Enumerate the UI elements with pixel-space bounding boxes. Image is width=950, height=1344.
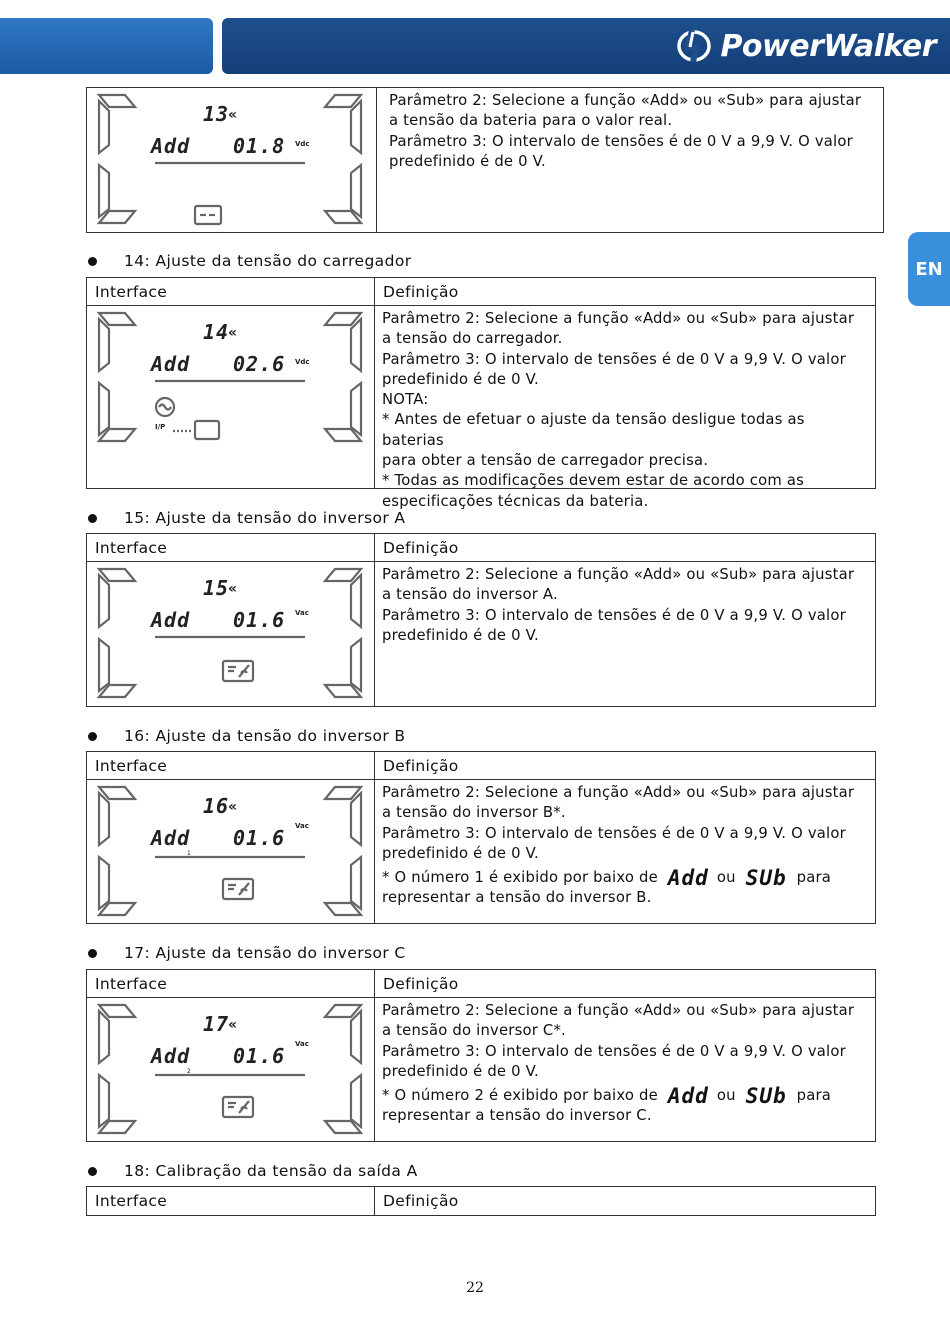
text-line: representar a tensão do inversor B. bbox=[382, 889, 652, 907]
text-line: Parâmetro 3: O intervalo de tensões é de 0 V a 9,9 V. O valor bbox=[382, 350, 846, 368]
definition-cell bbox=[375, 562, 875, 706]
table-header bbox=[87, 970, 875, 998]
bullet-icon bbox=[88, 257, 97, 266]
lcd-value: 02.6 bbox=[233, 352, 286, 376]
table-13-continuation bbox=[86, 87, 884, 233]
lcd-display-14 bbox=[95, 309, 365, 449]
text-line: * Todas as modificações devem estar de acordo com as bbox=[382, 472, 805, 490]
interface-cell bbox=[87, 998, 375, 1141]
lcd-value: 01.6 bbox=[233, 826, 286, 850]
definition-cell bbox=[375, 998, 875, 1141]
text-line: predefinido é de 0 V. bbox=[382, 626, 539, 644]
text-line: a tensão do inversor C*. bbox=[382, 1022, 566, 1040]
lcd-display-15 bbox=[95, 565, 365, 703]
text-line: Parâmetro 3: O intervalo de tensões é de 0 V a 9,9 V. O valor bbox=[382, 1042, 846, 1060]
svg-text:«: « bbox=[228, 799, 238, 815]
text-line: a tensão da bateria para o valor real. bbox=[389, 112, 673, 130]
header-band-right bbox=[222, 18, 950, 74]
lcd-panel bbox=[95, 565, 365, 703]
section-title-17: 17: Ajuste da tensão do inversor C bbox=[88, 944, 406, 962]
svg-text:«: « bbox=[228, 581, 238, 597]
table-header bbox=[87, 534, 875, 562]
table-18 bbox=[86, 1186, 876, 1216]
lcd-sub-glyph: SUb bbox=[745, 1084, 787, 1109]
text-line: Parâmetro 3: O intervalo de tensões é de 0 V a 9,9 V. O valor bbox=[389, 132, 853, 150]
brand-logo bbox=[674, 26, 936, 66]
language-tab-en[interactable]: EN bbox=[908, 232, 950, 306]
col-interface-header: Interface bbox=[87, 752, 375, 779]
lcd-unit: Vdc bbox=[295, 358, 310, 366]
text-line: Parâmetro 2: Selecione a função «Add» ou «Sub» para ajustar bbox=[382, 566, 855, 583]
table-14 bbox=[86, 277, 876, 510]
lcd-display-17 bbox=[95, 1001, 365, 1139]
col-definition-header: Definição bbox=[383, 283, 459, 301]
section-title-18: 18: Calibração da tensão da saída A bbox=[88, 1162, 418, 1180]
definition-cell bbox=[375, 306, 875, 510]
svg-text:«: « bbox=[228, 107, 238, 123]
text-line: * Antes de efetuar o ajuste da tensão desligue todas as baterias bbox=[382, 411, 805, 449]
lcd-unit: Vac bbox=[295, 1040, 309, 1048]
power-logo-icon bbox=[674, 28, 714, 64]
note-line: * O número 1 é exibido por baixo de Add ou SUb para bbox=[382, 866, 832, 891]
text-line: a tensão do inversor B*. bbox=[382, 804, 566, 822]
text-line: NOTA: bbox=[382, 391, 429, 409]
lcd-code: 14 bbox=[203, 320, 230, 344]
text-line: Parâmetro 2: Selecione a função «Add» ou «Sub» para ajustar bbox=[389, 92, 862, 109]
table-header bbox=[87, 752, 875, 780]
text-line: Parâmetro 2: Selecione a função «Add» ou «Sub» para ajustar bbox=[382, 310, 855, 327]
lcd-value: 01.8 bbox=[233, 134, 286, 158]
text-line: predefinido é de 0 V. bbox=[382, 1062, 539, 1080]
text-line: para obter a tensão de carregador precisa. bbox=[382, 452, 709, 470]
col-definition-header: Definição bbox=[383, 757, 459, 775]
lcd-panel bbox=[95, 783, 365, 921]
col-definition-header: Definição bbox=[383, 975, 459, 993]
lcd-add-glyph: Add bbox=[667, 866, 709, 891]
col-interface-header: Interface bbox=[87, 1187, 375, 1215]
svg-text:«: « bbox=[228, 325, 238, 341]
bullet-icon bbox=[88, 732, 97, 741]
col-interface-header: Interface bbox=[87, 278, 375, 305]
table-header bbox=[87, 1187, 875, 1215]
definition-cell bbox=[375, 780, 875, 923]
lcd-value: 01.6 bbox=[233, 608, 286, 632]
section-title-15: 15: Ajuste da tensão do inversor A bbox=[88, 509, 405, 527]
lcd-mode: Add bbox=[151, 134, 191, 158]
lcd-display-13 bbox=[95, 91, 365, 229]
lcd-mode: Add bbox=[151, 352, 191, 376]
lcd-code: 16 bbox=[203, 794, 230, 818]
lcd-mode: Add bbox=[151, 1044, 191, 1068]
col-interface-header: Interface bbox=[87, 970, 375, 997]
lcd-sub-number: 2 bbox=[187, 1068, 191, 1075]
text-line: a tensão do inversor A. bbox=[382, 586, 558, 604]
text-line: a tensão do carregador. bbox=[382, 330, 563, 348]
lcd-code: 15 bbox=[203, 576, 230, 600]
definition-cell bbox=[377, 88, 883, 232]
text-line: especificações técnicas da bateria. bbox=[382, 492, 649, 510]
section-title-16: 16: Ajuste da tensão do inversor B bbox=[88, 727, 405, 745]
lcd-panel bbox=[95, 309, 365, 449]
bullet-icon bbox=[88, 514, 97, 523]
brand-name: PowerWalker bbox=[720, 28, 936, 64]
col-interface-header: Interface bbox=[87, 534, 375, 561]
lcd-add-glyph: Add bbox=[667, 1084, 709, 1109]
lcd-unit: Vac bbox=[295, 822, 309, 830]
table-15 bbox=[86, 533, 876, 707]
interface-cell bbox=[87, 88, 377, 232]
lcd-mode: Add bbox=[151, 608, 191, 632]
lcd-ip-label: I/P bbox=[155, 423, 166, 431]
text-line: predefinido é de 0 V. bbox=[382, 370, 539, 388]
table-17 bbox=[86, 969, 876, 1142]
bullet-icon bbox=[88, 1167, 97, 1176]
note-line: * O número 2 é exibido por baixo de Add ou SUb para bbox=[382, 1084, 832, 1109]
header-band-left bbox=[0, 18, 213, 74]
lcd-sub-number: 1 bbox=[187, 850, 191, 857]
lcd-mode: Add bbox=[151, 826, 191, 850]
col-definition-header: Definição bbox=[383, 539, 459, 557]
lcd-panel bbox=[95, 1001, 365, 1139]
text-line: Parâmetro 3: O intervalo de tensões é de 0 V a 9,9 V. O valor bbox=[382, 824, 846, 842]
text-line: Parâmetro 3: O intervalo de tensões é de 0 V a 9,9 V. O valor bbox=[382, 606, 846, 624]
lcd-unit: Vac bbox=[295, 609, 309, 617]
lcd-display-16 bbox=[95, 783, 365, 921]
lcd-unit: Vdc bbox=[295, 140, 310, 148]
page-number: 22 bbox=[466, 1280, 484, 1296]
section-title-14: 14: Ajuste da tensão do carregador bbox=[88, 252, 411, 270]
col-definition-header: Definição bbox=[383, 1192, 459, 1210]
interface-cell bbox=[87, 780, 375, 923]
interface-cell bbox=[87, 562, 375, 706]
text-line: Parâmetro 2: Selecione a função «Add» ou «Sub» para ajustar bbox=[382, 784, 855, 801]
lcd-sub-glyph: SUb bbox=[745, 866, 787, 891]
lcd-code: 17 bbox=[203, 1012, 230, 1036]
table-header bbox=[87, 278, 875, 306]
text-line: predefinido é de 0 V. bbox=[382, 844, 539, 862]
lcd-value: 01.6 bbox=[233, 1044, 286, 1068]
lcd-panel bbox=[95, 91, 365, 229]
svg-text:«: « bbox=[228, 1017, 238, 1033]
interface-cell bbox=[87, 306, 375, 488]
lcd-code: 13 bbox=[203, 102, 230, 126]
text-line: predefinido é de 0 V. bbox=[389, 152, 546, 170]
table-16 bbox=[86, 751, 876, 924]
text-line: Parâmetro 2: Selecione a função «Add» ou «Sub» para ajustar bbox=[382, 1002, 855, 1019]
bullet-icon bbox=[88, 949, 97, 958]
text-line: representar a tensão do inversor C. bbox=[382, 1107, 652, 1125]
